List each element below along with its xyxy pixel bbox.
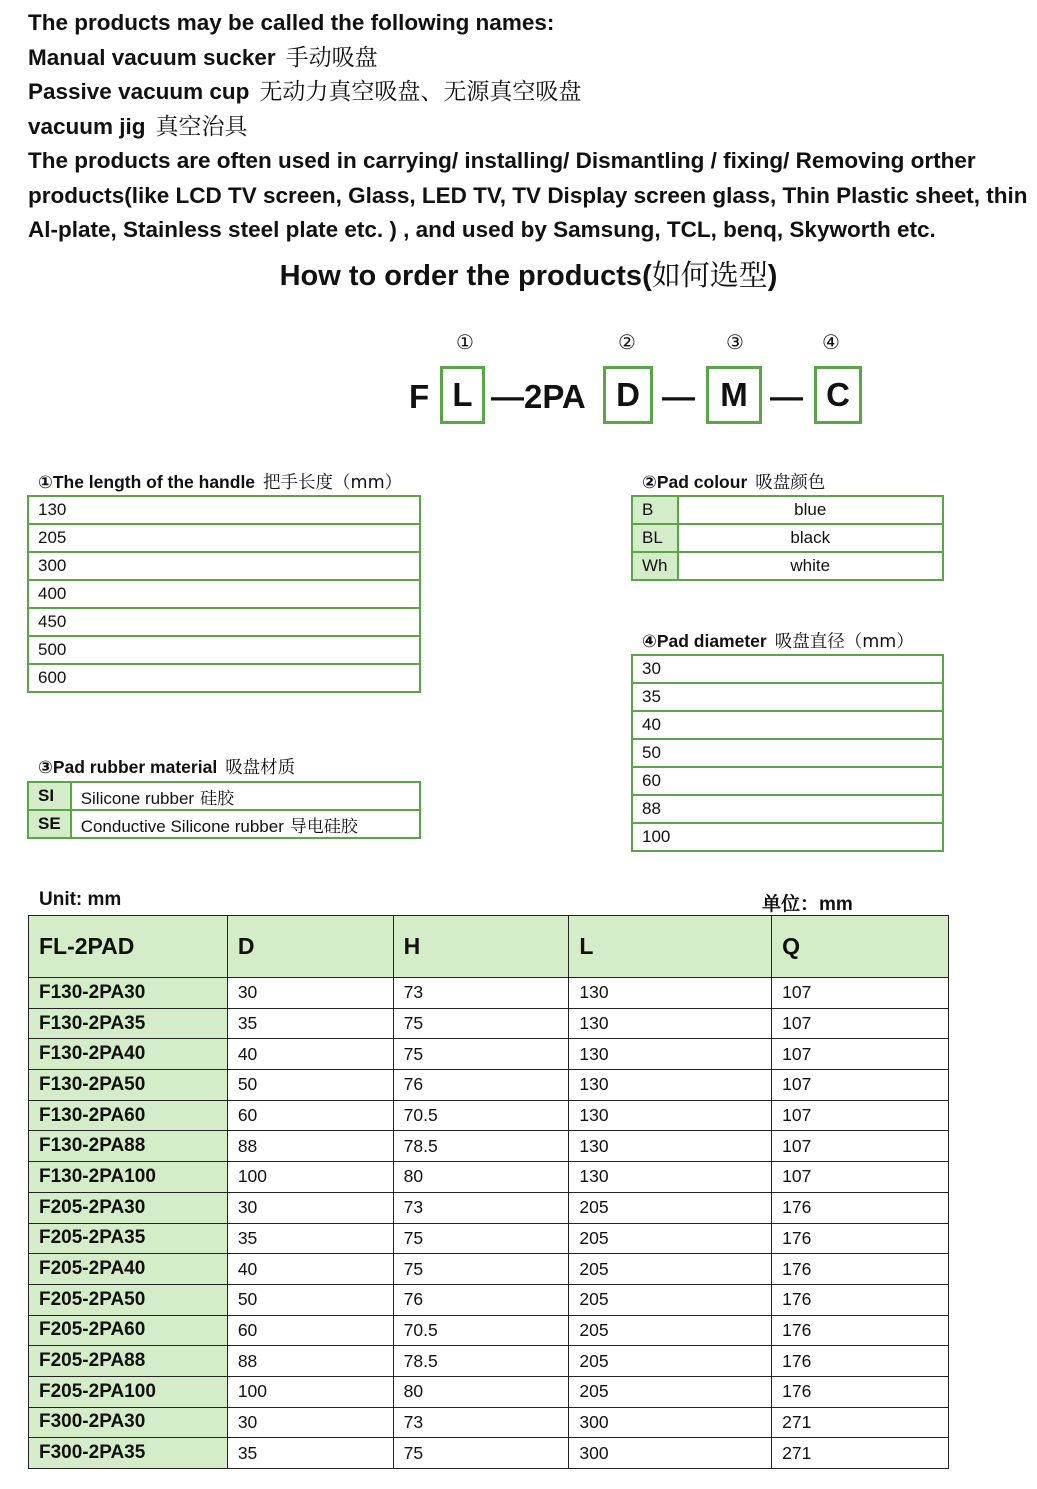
spec-cell-q: 176 <box>772 1376 949 1407</box>
colour-title <box>642 469 825 494</box>
handle-title-en: ①The length of the handle <box>38 472 256 492</box>
spec-cell-d: 50 <box>227 1070 393 1101</box>
spec-cell-h: 75 <box>393 1438 569 1469</box>
colour-name: white <box>678 552 944 580</box>
colour-code: B <box>632 496 678 524</box>
handle-title-cn: 把手长度（mm） <box>263 473 403 493</box>
diameter-value: 100 <box>632 823 943 851</box>
spec-cell-q: 176 <box>772 1284 949 1315</box>
colour-title-en: ②Pad colour <box>642 472 748 492</box>
table-row <box>29 978 949 1009</box>
spec-cell-h: 78.5 <box>393 1346 569 1377</box>
spec-cell-l: 130 <box>569 1008 772 1039</box>
spec-cell-d: 35 <box>227 1438 393 1469</box>
table-row <box>29 1192 949 1223</box>
material-name <box>71 782 420 810</box>
material-name-cn: 导电硅胶 <box>289 816 358 837</box>
intro-line-1: The products may be called the following names: <box>28 10 555 35</box>
material-code: SE <box>28 810 71 838</box>
diameter-row <box>632 711 943 739</box>
colour-code: BL <box>632 524 678 552</box>
colour-row <box>632 496 943 524</box>
material-row <box>28 782 420 810</box>
spec-cell-q: 107 <box>772 1039 949 1070</box>
name-cn: 无动力真空吸盘、无源真空吸盘 <box>259 79 582 105</box>
spec-cell-l: 205 <box>569 1376 772 1407</box>
spec-cell-q: 176 <box>772 1223 949 1254</box>
spec-cell-h: 75 <box>393 1254 569 1285</box>
spec-cell-l: 130 <box>569 978 772 1009</box>
spec-cell-q: 107 <box>772 1131 949 1162</box>
diameter-value: 30 <box>632 655 943 683</box>
spec-cell-h: 70.5 <box>393 1315 569 1346</box>
diameter-value: 60 <box>632 767 943 795</box>
intro-text <box>28 6 1033 248</box>
table-row <box>29 1131 949 1162</box>
table-row <box>29 1008 949 1039</box>
spec-cell-q: 107 <box>772 1070 949 1101</box>
handle-length-row <box>28 664 420 692</box>
spec-cell-model: F130-2PA35 <box>29 1008 228 1039</box>
order-title-close: ) <box>767 260 778 292</box>
spec-cell-l: 205 <box>569 1346 772 1377</box>
spec-cell-d: 100 <box>227 1376 393 1407</box>
handle-length-value: 450 <box>28 608 420 636</box>
spec-cell-q: 176 <box>772 1192 949 1223</box>
spec-cell-l: 130 <box>569 1039 772 1070</box>
spec-cell-d: 100 <box>227 1162 393 1193</box>
spec-cell-model: F300-2PA30 <box>29 1407 228 1438</box>
code-box-colour: C <box>814 366 862 424</box>
spec-cell-q: 271 <box>772 1438 949 1469</box>
spec-cell-d: 60 <box>227 1315 393 1346</box>
order-title-cn: 如何选型 <box>651 258 768 292</box>
code-mid: —2PA <box>491 378 586 415</box>
spec-cell-q: 176 <box>772 1254 949 1285</box>
diameter-table <box>631 654 944 852</box>
spec-header-row <box>29 916 949 978</box>
code-prefix: F <box>409 378 430 415</box>
material-name-cn: 硅胶 <box>200 788 235 809</box>
intro-line-7: Al-plate, Stainless steel plate etc. ) , and used by Samsung, TCL, benq, Skyworth etc. <box>28 217 936 242</box>
diameter-row <box>632 739 943 767</box>
handle-title <box>38 469 402 494</box>
intro-line-4 <box>28 110 1033 145</box>
spec-cell-h: 80 <box>393 1376 569 1407</box>
spec-cell-model: F130-2PA30 <box>29 978 228 1009</box>
spec-cell-l: 205 <box>569 1284 772 1315</box>
diameter-title-en: ④Pad diameter <box>642 631 767 651</box>
diameter-row <box>632 795 943 823</box>
spec-cell-d: 40 <box>227 1039 393 1070</box>
handle-length-value: 130 <box>28 496 420 524</box>
spec-cell-l: 205 <box>569 1315 772 1346</box>
spec-cell-q: 176 <box>772 1346 949 1377</box>
intro-line-6: products(like LCD TV screen, Glass, LED TV, TV Display screen glass, Thin Plastic sheet, thin <box>28 182 1028 208</box>
spec-cell-h: 75 <box>393 1223 569 1254</box>
spec-cell-model: F205-2PA40 <box>29 1254 228 1285</box>
spec-cell-h: 78.5 <box>393 1131 569 1162</box>
spec-cell-q: 107 <box>772 1100 949 1131</box>
spec-table <box>28 915 949 1469</box>
spec-cell-h: 75 <box>393 1039 569 1070</box>
name-en: Passive vacuum cup <box>28 79 250 104</box>
material-title <box>38 754 295 779</box>
spec-cell-h: 73 <box>393 978 569 1009</box>
spec-cell-l: 300 <box>569 1438 772 1469</box>
spec-cell-h: 80 <box>393 1162 569 1193</box>
spec-cell-d: 35 <box>227 1008 393 1039</box>
colour-table <box>631 495 944 581</box>
table-row <box>29 1284 949 1315</box>
spec-cell-model: F205-2PA88 <box>29 1346 228 1377</box>
diameter-value: 40 <box>632 711 943 739</box>
spec-cell-h: 76 <box>393 1070 569 1101</box>
spec-cell-model: F130-2PA100 <box>29 1162 228 1193</box>
spec-cell-d: 88 <box>227 1131 393 1162</box>
unit-label-cn <box>762 889 853 916</box>
name-cn: 真空治具 <box>155 113 248 140</box>
table-row <box>29 1254 949 1285</box>
spec-cell-model: F205-2PA50 <box>29 1284 228 1315</box>
spec-header-l: L <box>569 916 772 978</box>
material-code: SI <box>28 782 71 810</box>
name-cn: 手动吸盘 <box>285 44 378 71</box>
unit-cn: 单位： <box>762 893 820 915</box>
diameter-row <box>632 823 943 851</box>
material-row <box>28 810 420 838</box>
spec-cell-model: F205-2PA100 <box>29 1376 228 1407</box>
spec-cell-model: F130-2PA40 <box>29 1039 228 1070</box>
spec-cell-l: 300 <box>569 1407 772 1438</box>
handle-length-value: 300 <box>28 552 420 580</box>
colour-name: blue <box>678 496 944 524</box>
spec-cell-model: F130-2PA88 <box>29 1131 228 1162</box>
intro-line-5: The products are often used in carrying/ installing/ Dismantling / fixing/ Removing orther <box>28 148 976 173</box>
handle-length-row <box>28 552 420 580</box>
intro-line-3 <box>28 75 1033 110</box>
diameter-value: 50 <box>632 739 943 767</box>
code-box-handle: L <box>440 366 485 424</box>
spec-cell-model: F130-2PA60 <box>29 1100 228 1131</box>
material-name <box>71 810 420 838</box>
handle-length-row <box>28 496 420 524</box>
spec-cell-l: 130 <box>569 1131 772 1162</box>
spec-cell-l: 130 <box>569 1162 772 1193</box>
intro-line-2 <box>28 41 1033 76</box>
table-row <box>29 1100 949 1131</box>
spec-header-q: Q <box>772 916 949 978</box>
spec-cell-d: 88 <box>227 1346 393 1377</box>
spec-cell-q: 107 <box>772 978 949 1009</box>
spec-cell-model: F205-2PA35 <box>29 1223 228 1254</box>
spec-cell-l: 130 <box>569 1070 772 1101</box>
material-title-cn: 吸盘材质 <box>225 758 296 778</box>
table-row <box>29 1438 949 1469</box>
spec-cell-d: 60 <box>227 1100 393 1131</box>
handle-length-row <box>28 608 420 636</box>
table-row <box>29 1070 949 1101</box>
handle-length-table <box>27 495 421 693</box>
colour-row <box>632 552 943 580</box>
diameter-row <box>632 655 943 683</box>
table-row <box>29 1162 949 1193</box>
handle-length-value: 500 <box>28 636 420 664</box>
material-name-en: Conductive Silicone rubber <box>80 816 284 836</box>
diameter-row <box>632 683 943 711</box>
spec-cell-h: 73 <box>393 1192 569 1223</box>
diameter-row <box>632 767 943 795</box>
spec-cell-d: 30 <box>227 1192 393 1223</box>
order-title-en: How to order the products( <box>279 260 652 292</box>
code-number-3: ③ <box>726 330 744 354</box>
unit-label-en: Unit: mm <box>39 889 122 910</box>
spec-cell-h: 73 <box>393 1407 569 1438</box>
code-dash-3: — <box>770 378 803 415</box>
code-box-material: M <box>706 366 762 424</box>
colour-name: black <box>678 524 944 552</box>
material-title-en: ③Pad rubber material <box>38 757 218 777</box>
spec-cell-q: 271 <box>772 1407 949 1438</box>
table-row <box>29 1407 949 1438</box>
name-en: vacuum jig <box>28 113 146 139</box>
handle-length-value: 600 <box>28 664 420 692</box>
spec-cell-q: 107 <box>772 1008 949 1039</box>
colour-title-cn: 吸盘颜色 <box>755 473 826 493</box>
spec-cell-h: 76 <box>393 1284 569 1315</box>
code-dash-2: — <box>662 378 695 415</box>
spec-cell-model: F130-2PA50 <box>29 1070 228 1101</box>
colour-row <box>632 524 943 552</box>
order-title <box>0 254 1037 297</box>
spec-header-model: FL-2PAD <box>29 916 228 978</box>
table-row <box>29 1315 949 1346</box>
name-en: Manual vacuum sucker <box>28 44 276 70</box>
table-row <box>29 1346 949 1377</box>
spec-cell-l: 205 <box>569 1254 772 1285</box>
spec-cell-model: F205-2PA60 <box>29 1315 228 1346</box>
spec-cell-h: 75 <box>393 1008 569 1039</box>
code-box-diameter: D <box>603 366 653 424</box>
spec-cell-d: 40 <box>227 1254 393 1285</box>
diameter-value: 88 <box>632 795 943 823</box>
diameter-title <box>642 628 914 653</box>
spec-cell-q: 176 <box>772 1315 949 1346</box>
handle-length-row <box>28 636 420 664</box>
spec-cell-q: 107 <box>772 1162 949 1193</box>
table-row <box>29 1376 949 1407</box>
unit-en: mm <box>819 894 853 915</box>
code-number-1: ① <box>456 330 474 354</box>
spec-cell-d: 30 <box>227 978 393 1009</box>
spec-cell-l: 205 <box>569 1223 772 1254</box>
code-number-2: ② <box>618 330 636 354</box>
handle-length-row <box>28 524 420 552</box>
spec-cell-d: 30 <box>227 1407 393 1438</box>
spec-cell-d: 50 <box>227 1284 393 1315</box>
spec-cell-model: F205-2PA30 <box>29 1192 228 1223</box>
handle-length-value: 205 <box>28 524 420 552</box>
table-row <box>29 1039 949 1070</box>
spec-header-h: H <box>393 916 569 978</box>
spec-header-d: D <box>227 916 393 978</box>
table-row <box>29 1223 949 1254</box>
spec-cell-l: 205 <box>569 1192 772 1223</box>
spec-cell-d: 35 <box>227 1223 393 1254</box>
material-table <box>27 781 421 839</box>
code-number-4: ④ <box>822 330 840 354</box>
diameter-value: 35 <box>632 683 943 711</box>
handle-length-row <box>28 580 420 608</box>
colour-code: Wh <box>632 552 678 580</box>
diameter-title-cn: 吸盘直径（mm） <box>774 632 914 652</box>
spec-cell-l: 130 <box>569 1100 772 1131</box>
spec-cell-h: 70.5 <box>393 1100 569 1131</box>
spec-cell-model: F300-2PA35 <box>29 1438 228 1469</box>
material-name-en: Silicone rubber <box>80 788 195 808</box>
handle-length-value: 400 <box>28 580 420 608</box>
